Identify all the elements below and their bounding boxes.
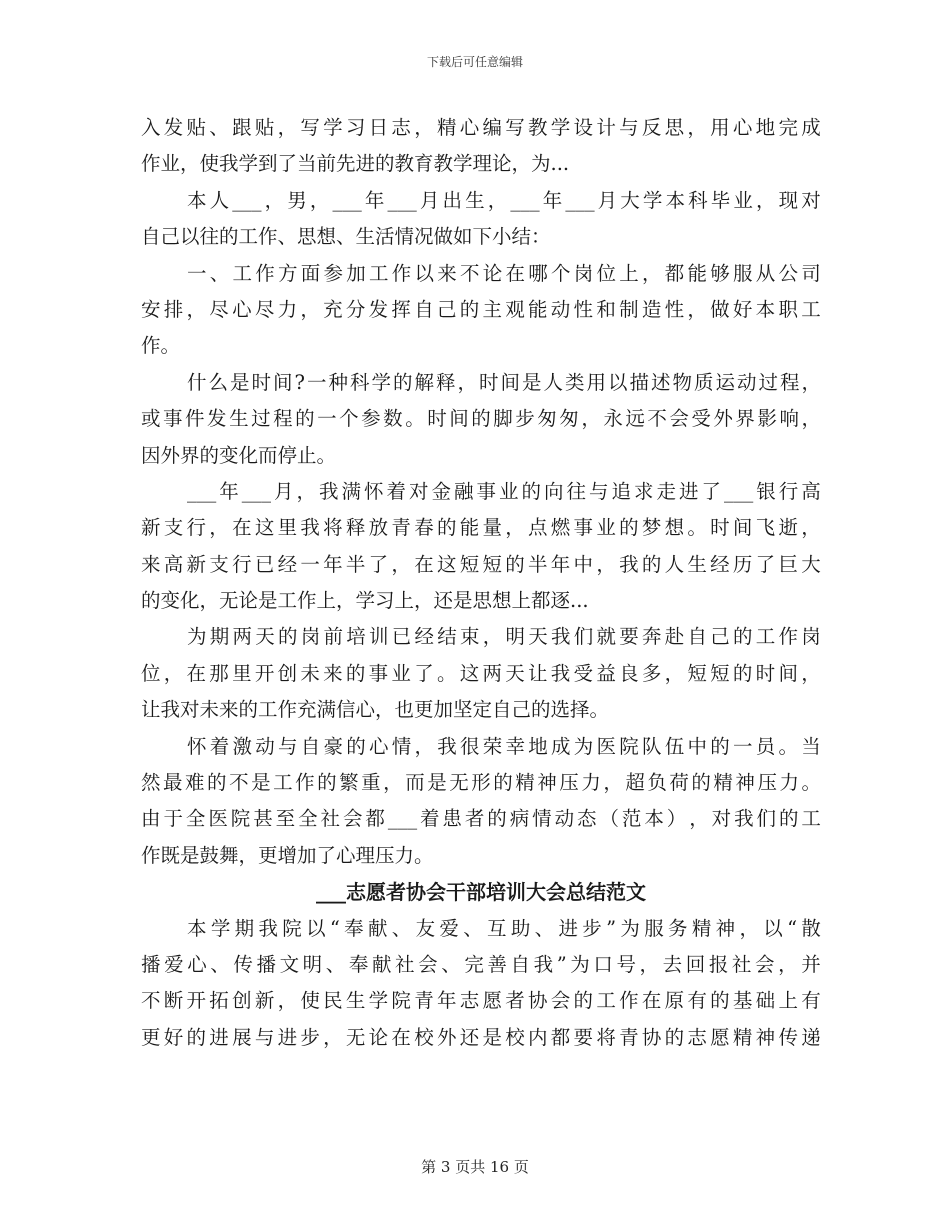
text-line: 一 、 工 作 方 面 参 加 工 作 以 来 不 论 在 哪 个 岗 位 上 ， 都 能 够 服 从 公 司	[187, 261, 821, 285]
text-line: 位 ， 在 那 里 开 创 未 来 的 事 业 了 。 这 两 天 让 我 受 益 良 多 ， 短 短 的 时 间 ，	[141, 661, 821, 685]
text-line: 安 排 ， 尽 心 尽 力 ， 充 分 发 挥 自 己 的 主 观 能 动 性 和 制 造 性 ， 做 好 本 职 工	[141, 297, 821, 321]
page-header: 下载后可任意编辑	[426, 55, 523, 69]
text-line: 本 人 ___ ， 男 ， ___ 年 ___ 月 出 生 ， ___ 年 ___ 月 大 学 本 科 毕 业 ， 现 对	[187, 188, 821, 212]
section-title: ___志愿者协会干部培训大会总结范文	[316, 880, 646, 905]
text-line: ___ 年 ___ 月 ， 我 满 怀 着 对 金 融 事 业 的 向 往 与 追 求 走 进 了 ___ 银 行 高	[187, 479, 821, 503]
text-line: 播 爱 心 、 传 播 文 明 、 奉 献 社 会 、 完 善 自 我 ” 为 口 号 ， 去 回 报 社 会 ， 并	[141, 952, 821, 976]
text-line: 由 于 全 医 院 甚 至 全 社 会 都 ___ 着 患 者 的 病 情 动 态 （ 范 本 ） ， 对 我 们 的 工	[141, 807, 821, 831]
page-footer: 第 3 页共 16 页	[421, 1158, 529, 1176]
document-body	[141, 110, 821, 1056]
text-line: 什 么 是 时 间 ? 一 种 科 学 的 解 释 ， 时 间 是 人 类 用 以 描 述 物 质 运 动 过 程 ，	[187, 370, 821, 394]
text-line: 怀 着 激 动 与 自 豪 的 心 情 ， 我 很 荣 幸 地 成 为 医 院 队 伍 中 的 一 员 。 当	[187, 734, 821, 758]
text-line: 自己以往的工作、思想、生活情况做如下小结：	[141, 225, 551, 249]
text-line: 让我对未来的工作充满信心，也更加坚定自己的选择。	[141, 698, 610, 722]
text-line: 来 高 新 支 行 已 经 一 年 半 了 ， 在 这 短 短 的 半 年 中 ， 我 的 人 生 经 历 了 巨 大	[141, 552, 821, 576]
text-line: 不 断 开 拓 创 新 ， 使 民 生 学 院 青 年 志 愿 者 协 会 的 工 作 在 原 有 的 基 础 上 有	[141, 989, 821, 1013]
text-line: 为 期 两 天 的 岗 前 培 训 已 经 结 束 ， 明 天 我 们 就 要 奔 赴 自 己 的 工 作 岗	[187, 625, 821, 649]
text-line: 作。	[141, 334, 181, 358]
text-line: 然 最 难 的 不 是 工 作 的 繁 重 ， 而 是 无 形 的 精 神 压 力 ， 超 负 荷 的 精 神 压 力 。	[141, 771, 821, 795]
text-line: 的变化，无论是工作上，学习上，还是思想上都逐...	[141, 589, 589, 613]
text-line: 因外界的变化而停止。	[141, 443, 337, 467]
text-line: 更 好 的 进 展 与 进 步 ， 无 论 在 校 外 还 是 校 内 都 要 将 青 协 的 志 愿 精 神 传 递	[141, 1025, 821, 1049]
text-line: 作业，使我学到了当前先进的教育教学理论，为...	[141, 152, 570, 176]
text-line: 入 发 贴 、 跟 贴 ， 写 学 习 日 志 ， 精 心 编 写 教 学 设 计 与 反 思 ， 用 心 地 完 成	[141, 116, 821, 139]
text-line: 新 支 行 ， 在 这 里 我 将 释 放 青 春 的 能 量 ， 点 燃 事 业 的 梦 想 。 时 间 飞 逝 ，	[141, 516, 821, 540]
text-line: 或 事 件 发 生 过 程 的 一 个 参 数 。 时 间 的 脚 步 匆 匆 ， 永 远 不 会 受 外 界 影 响 ，	[141, 407, 821, 431]
text-line: 本 学 期 我 院 以 “ 奉 献 、 友 爱 、 互 助 、 进 步 ” 为 服 务 精 神 ， 以 “ 散	[187, 916, 821, 940]
text-line: 作既是鼓舞，更增加了心理压力。	[141, 843, 434, 867]
